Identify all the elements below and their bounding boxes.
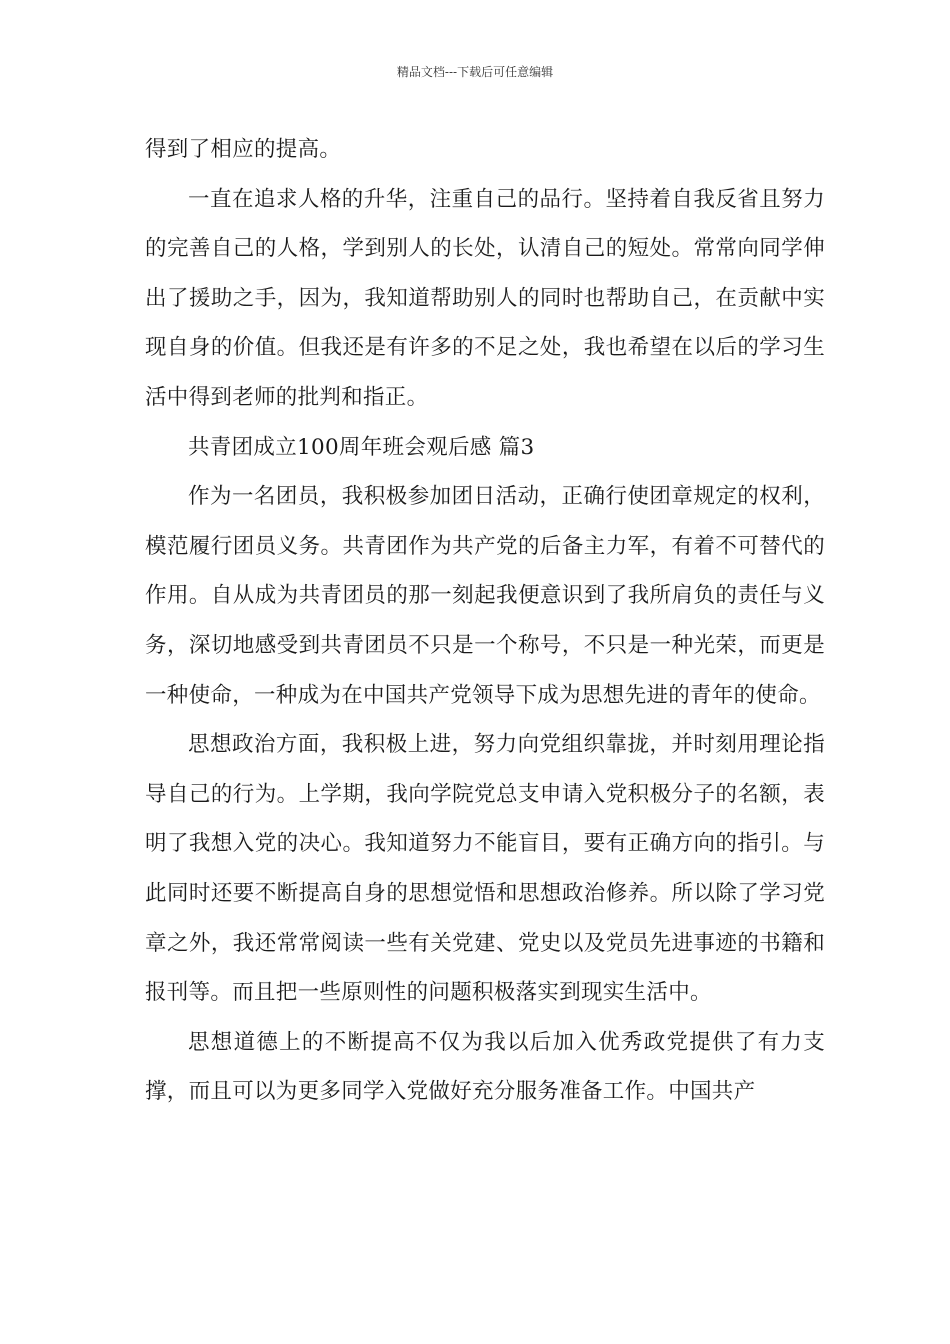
paragraph-continuation: 得到了相应的提高。 xyxy=(145,137,342,162)
section-title: 共青团成立100周年班会观后感 篇3 xyxy=(188,434,535,460)
paragraph: 作为一名团员，我积极参加团日活动，正确行使团章规定的权利，模范履行团员义务。共青团作为共产党的后备主力军，有着不可替代的作用。自从成为共青团员的那一刻起我便意识到了我所肩负的责任与义务，深切地感受到共青团员不只是一个称号，不只是一种光荣，而更是一种使命，一种成为在中国共产党领导下成为思想先进的青年的使命。 xyxy=(145,484,825,708)
paragraph: 一直在追求人格的升华，注重自己的品行。坚持着自我反省且努力的完善自己的人格，学到别人的长处，认清自己的短处。常常向同学伸出了援助之手，因为，我知道帮助别人的同时也帮助自己，在贡献中实现自身的价值。但我还是有许多的不足之处，我也希望在以后的学习生活中得到老师的批判和指正。 xyxy=(145,186,825,410)
page-header: 精品文档---下载后可任意编辑 xyxy=(396,65,554,79)
document-body xyxy=(145,125,825,1117)
paragraph: 思想道德上的不断提高不仅为我以后加入优秀政党提供了有力支撑，而且可以为更多同学入党做好充分服务准备工作。中国共产 xyxy=(145,1029,825,1105)
paragraph: 思想政治方面，我积极上进，努力向党组织靠拢，并时刻用理论指导自己的行为。上学期，我向学院党总支申请入党积极分子的名额，表明了我想入党的决心。我知道努力不能盲目，要有正确方向的指引。与此同时还要不断提高自身的思想觉悟和思想政治修养。所以除了学习党章之外，我还常常阅读一些有关党建、党史以及党员先进事迹的书籍和报刊等。而且把一些原则性的问题积极落实到现实生活中。 xyxy=(145,732,825,1006)
